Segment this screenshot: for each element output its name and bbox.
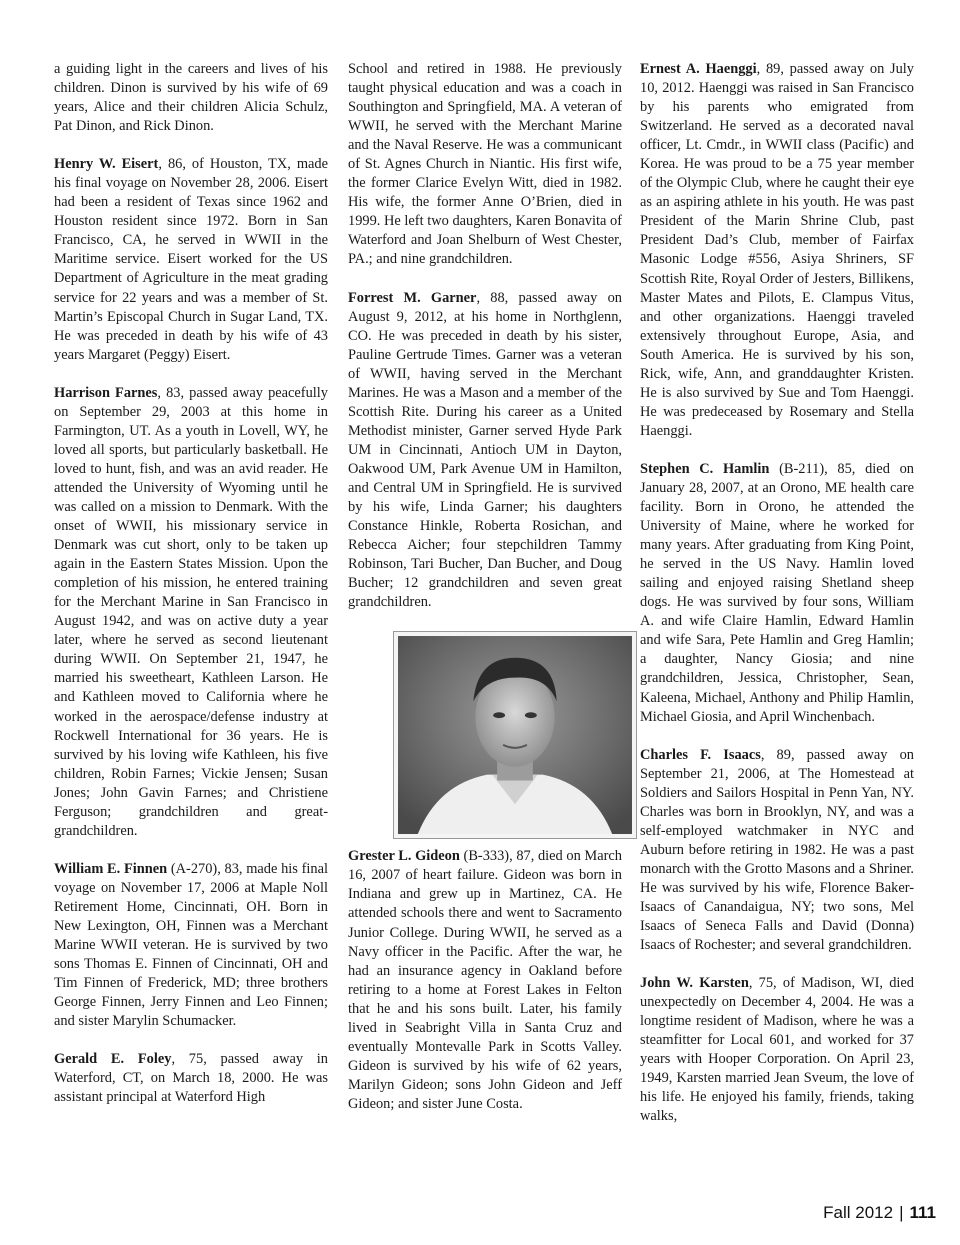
obituary-farnes <box>54 384 328 841</box>
obituary-text: , 75, of Madison, WI, died unexpectedly on December 4, 2004. He was a longtime resident of Madison, where he was a steamfitter for Local 601, and worked for 37 years with Hooper Corporation. On April 23, 1949, Karsten married Jean Sveum, the love of his life. He enjoyed his family, friends, taking walks, <box>640 975 915 1125</box>
obituary-name: Ernest A. Haenggi <box>640 61 757 77</box>
obituary-text: (A-270), 83, made his final voyage on November 17, 2006 at Maple Noll Retirement Home, Cincinnati, OH. Born in New Lexington, OH, Finnen was a Merchant Marine WWII veteran. He is survived by two sons Thomas E. Finnen of Cincinnati, OH and Tim Finnen of Frederick, MD; three brothers George Finnen, Jerry Finnen and Leo Finnen; and sister Marylin Schumacker. <box>54 860 328 1030</box>
issue-label: Fall 2012 <box>823 1203 894 1222</box>
obituary-name: William E. Finnen <box>54 860 168 877</box>
obituary-name: Harrison Farnes <box>54 384 158 401</box>
obituary-text: , 89, passed away on July 10, 2012. Haenggi was raised in San Francisco by his parents who emigrated from Switzerland. He served as a decorated naval officer, Lt. Cmdr., in WWII class (Pacific) and Korea. He was proud to be a 75 year member of the Olympic Club, where he caught their eye as an aspiring athlete in his youth. He was past President of the Marin Shrine Club, past President Dad’s Club, member of Fairfax Masonic Lodge #556, Asiya Shriners, SF Scottish Rite, Royal Order of Jesters, Billikens, Master Mates and Pilots, E. Clampus Vitus, and other organizations. Haenggi traveled extensively throughout Europe, Asia, and South America. He is survived by his son, Rick, wife, Ann, and granddaughter Kristen. He is also survived by Sue and Tom Haenggi. He was predeceased by Rosemary and Stella Haenggi. <box>640 61 914 439</box>
obituary-karsten <box>640 974 914 1126</box>
obituary-name: Stephen C. Hamlin <box>640 460 770 477</box>
gideon-portrait-photo <box>393 631 637 839</box>
obituary-name: John W. Karsten <box>640 975 749 992</box>
obituary-text: (B-333), 87, died on March 16, 2007 of heart failure. Gideon was born in Indiana and grew up in Martinez, CA. He attended schools there and went to Sacramento Junior College. During WWII, he served as a Navy officer in the Pacific. After the war, he had an insurance agency in Oakland before retiring to a home at Forest Lakes in Felton that he and his sons built. Later, his family lived in Seabright Villa in Santa Cruz and eventually Montevalle Park in Scotts Valley. Gideon is survived by his wife of 62 years, Marilyn Gideon; sons John Gideon and Jeff Gideon; and sister June Costa. <box>348 848 622 1112</box>
obituary-text: , 88, passed away on August 9, 2012, at his home in Northglenn, CO. He was preceded in death by his sister, Pauline Gertrude Times. Garner was a veteran of WWII, having served in the Merchant Marines. He was a Mason and a member of the Scottish Rite. During his career as a United Methodist minister, Garner served Hyde Park UM in Cincinnati, Antioch UM in Dayton, Oakwood UM, Park Avenue UM in Hamilton, and Central UM in Springfield. He is survived by his wife, Linda Garner; his daughters Constance Hinkle, Roberta Rosichan, and Rebecca Aicher; four stepchildren Tammy Robinson, Tari Bucher, Dan Bucher, and Doug Bucher; 12 grandchildren and seven great grandchildren. <box>348 289 622 611</box>
obituary-isaacs <box>640 746 914 956</box>
obituary-text: , 83, passed away peacefully on September 29, 2003 at this home in Farmington, UT. As a youth in Lovell, WY, he loved all sports, but particularly basketball. He loved to hunt, fish, and was an avid reader. He attended the University of Wyoming until he was called on a mission to Denmark. With the onset of WWII, his missionary service in Denmark was cut short, only to be taken up again in the Eastern States Mission. Upon the completion of his mission, he entered training for the Merchant Marine in San Francisco in August 1942, and was on active duty a year later, where he served as second lieutenant during WWII. On September 21, 1947, he married his sweetheart, Kathleen Larson. He and Kathleen moved to California where he worked in the aerospace/defense industry at Rockwell International for 36 years. He is survived by his loving wife Kathleen, his five children, Robin Farnes; Vickie Jensen; Susan Jones; John Gavin Farnes; and Christiene Ferguson; grandchildren and great-grandchildren. <box>54 384 328 839</box>
obituary-name: Gerald E. Foley <box>54 1051 172 1068</box>
portrait-image <box>398 636 632 834</box>
obituary-name: Forrest M. Garner <box>348 289 477 306</box>
obituary-text: , 86, of Houston, TX, made his final voyage on November 28, 2006. Eisert had been a resident of Texas since 1962 and Houston resident since 1972. Born in San Francisco, CA, he served in WWII in the Maritime service. Eisert worked for the US Department of Agriculture in the meat grading service for 22 years and was a member of St. Martin’s Episcopal Church in Sugar Land, TX. He was preceded in death by his wife of 43 years Margaret (Peggy) Eisert. <box>54 156 328 363</box>
column-2 <box>348 60 622 1133</box>
obituary-name: Henry W. Eisert <box>54 156 159 173</box>
column-1 <box>54 60 328 1126</box>
obituary-haenggi <box>640 60 914 441</box>
column-3 <box>640 60 914 1145</box>
obituary-gideon <box>348 847 622 1114</box>
footer-separator: | <box>899 1203 904 1222</box>
page-footer <box>823 1203 936 1223</box>
obituary-eisert <box>54 155 328 365</box>
obituary-name: Grester L. Gideon <box>348 848 460 865</box>
obituary-text: , 89, passed away on September 21, 2006, at The Homestead at Soldiers and Sailors Hospital in Penn Yan, NY. Charles was born in Brooklyn, NY, and was a self-employed watchmaker in NYC and Auburn before retiring in 1982. He was a past monarch with the Grotto Masons and a Shriner. He was survived by his wife, Florence Baker-Isaacs of Canandaigua, NY; two sons, Mel Isaacs of Seneca Falls and David (Donna) Isaacs of Rochester; and several grandchildren. <box>640 746 914 954</box>
obituary-hamlin <box>640 460 914 727</box>
obituary-foley <box>54 1050 328 1107</box>
page-number: 111 <box>909 1203 936 1222</box>
obituary-garner <box>348 289 622 613</box>
obituary-finnen <box>54 860 328 1031</box>
foley-continuation: School and retired in 1988. He previously taught physical education and was a coach in Southington and Springfield, MA. A veteran of WWII, he served with the Merchant Marine and the Naval Reserve. He was a communicant of St. Agnes Church in Niantic. His first wife, the former Clarice Evelyn Witt, died in 1982. His wife, the former Anne O’Brien, died in 1999. He left two daughters, Karen Bonavita of Waterford and Joan Shelburn of West Chester, PA.; and nine grandchildren. <box>348 61 622 268</box>
obituary-name: Charles F. Isaacs <box>640 746 761 763</box>
obituary-text: , 75, passed away in Waterford, CT, on March 18, 2000. He was assistant principal at Waterford High <box>54 1051 328 1106</box>
obituary-text: (B-211), 85, died on January 28, 2007, at an Orono, ME health care facility. Born in Orono, he attended the University of Maine, where he worked for many years. After graduating from King Point, he served in the US Navy. Hamlin loved sailing and enjoyed raising Shetland sheep dogs. He was survived by four sons, William A. and wife Claire Hamlin, Edward Hamlin and wife Sara, Pete Hamlin and Greg Hamlin; a daughter, Nancy Giosia; and nine grandchildren, Jessica, Christopher, Sean, Kaleena, Michael, Anthony and Philip Hamlin, Michael Giosia, and April Winchenbach. <box>640 460 914 725</box>
dinon-continuation: a guiding light in the careers and lives of his children. Dinon is survived by his wife of 69 years, Alice and their children Alicia Schulz, Pat Dinon, and Rick Dinon. <box>54 61 328 135</box>
